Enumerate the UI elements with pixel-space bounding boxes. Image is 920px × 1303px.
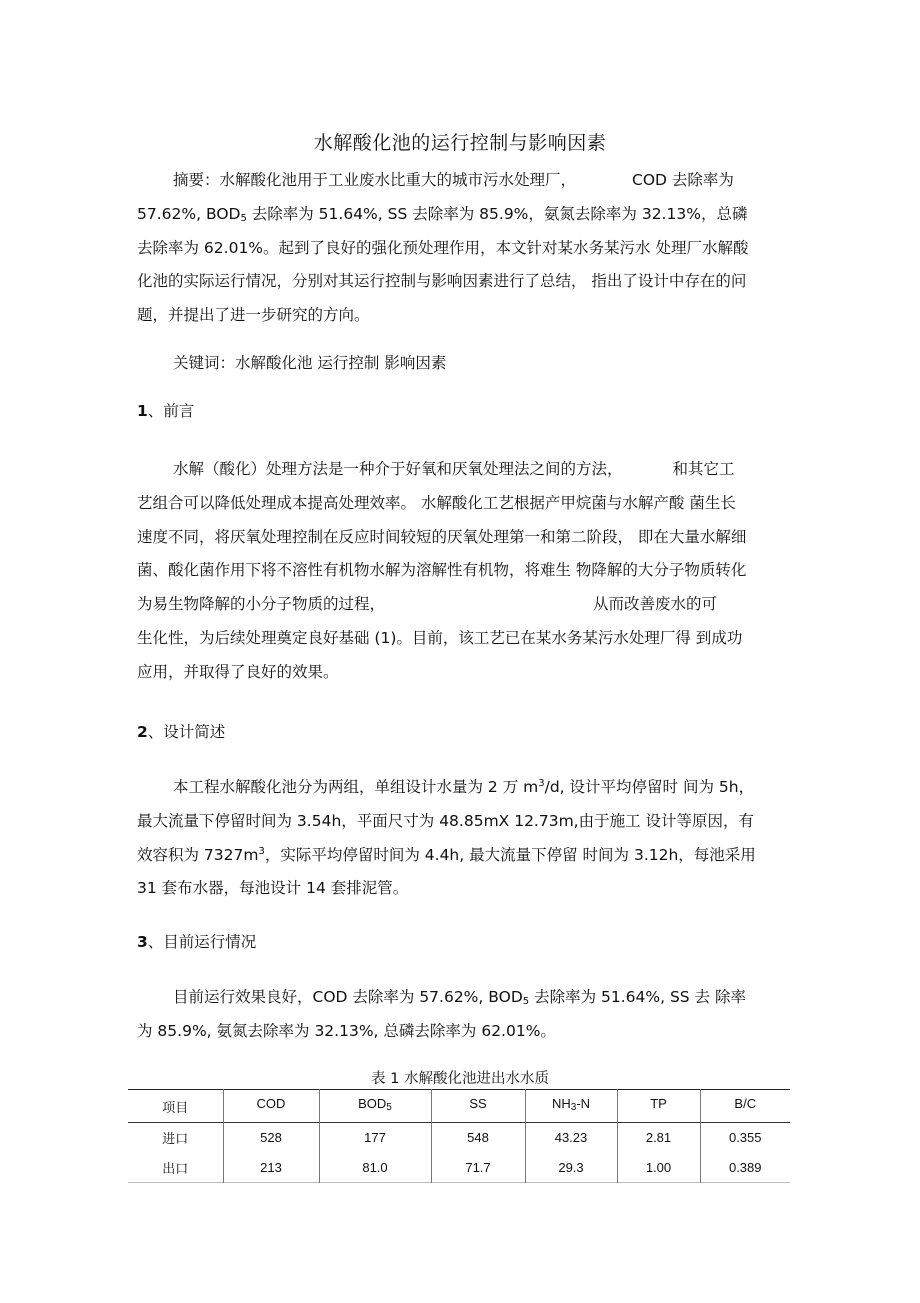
preface-line: 生化性，为后续处理奠定良好基础 (1)。目前，该工艺已在某水务某污水处理厂得 到成功 bbox=[137, 628, 743, 647]
header-text: -N bbox=[576, 1096, 591, 1111]
header-ss: SS bbox=[431, 1090, 525, 1123]
keywords-paragraph bbox=[137, 347, 787, 381]
water-quality-table bbox=[128, 1089, 790, 1183]
operation-text: 目前运行效果良好，COD 去除率为 57.62%, BOD bbox=[173, 988, 523, 1006]
abstract-line: 化池的实际运行情况，分别对其运行控制与影响因素进行了总结， 指出了设计中存在的问 bbox=[137, 272, 747, 291]
header-text: BOD bbox=[358, 1096, 387, 1111]
table-cell: 81.0 bbox=[319, 1153, 431, 1183]
document-title: 水解酸化池的运行控制与影响因素 bbox=[313, 132, 607, 154]
abstract-text: 摘要：水解酸化池用于工业废水比重大的城市污水处理厂， bbox=[173, 171, 577, 189]
design-line: 最大流量下停留时间为 3.54h，平面尺寸为 48.85mX 12.73m,由于施工 设计等原因，有 bbox=[137, 811, 755, 830]
keywords-text: 关键词：水解酸化池 运行控制 影响因素 bbox=[173, 354, 447, 372]
table-cell: 29.3 bbox=[525, 1153, 617, 1183]
table-cell: 进口 bbox=[162, 1131, 189, 1147]
section-number: 3 bbox=[137, 933, 148, 951]
table-row bbox=[128, 1123, 790, 1153]
table-cell: 0.389 bbox=[700, 1153, 790, 1183]
abstract-line: 题，并提出了进一步研究的方向。 bbox=[137, 306, 370, 325]
table-cell: 43.23 bbox=[525, 1123, 617, 1153]
table-caption: 表 1 水解酸化池进出水水质 bbox=[371, 1071, 549, 1087]
design-paragraph bbox=[137, 771, 787, 906]
preface-line: 速度不同，将厌氧处理控制在反应时间较短的厌氧处理第一和第二阶段， 即在大量水解细 bbox=[137, 527, 747, 546]
table-cell: 2.81 bbox=[617, 1123, 700, 1153]
subscript: 5 bbox=[240, 212, 247, 224]
table-cell: 0.355 bbox=[700, 1123, 790, 1153]
abstract-text: 去除率为 51.64%, SS 去除率为 85.9%，氨氮去除率为 32.13%，总磷 bbox=[246, 204, 748, 223]
header-bod5 bbox=[319, 1090, 431, 1123]
table-cell: 1.00 bbox=[617, 1153, 700, 1183]
operation-line: 为 85.9%, 氨氮去除率为 32.13%, 总磷去除率为 62.01%。 bbox=[137, 1021, 556, 1040]
abstract-line: 去除率为 62.01%。起到了良好的强化预处理作用，本文针对某水务某污水 处理厂水解酸 bbox=[137, 238, 749, 257]
preface-line: 艺组合可以降低处理成本提高处理效率。 水解酸化工艺根据产甲烷菌与水解产酸 菌生长 bbox=[137, 493, 736, 512]
preface-line bbox=[137, 453, 787, 487]
subscript: 5 bbox=[522, 996, 530, 1007]
header-nh3n bbox=[525, 1090, 617, 1123]
header-text: NH bbox=[551, 1096, 571, 1111]
superscript: 3 bbox=[258, 845, 265, 857]
table-cell: 213 bbox=[223, 1153, 319, 1183]
preface-text: 和其它工 bbox=[672, 460, 735, 478]
table-cell: 出口 bbox=[162, 1160, 189, 1176]
section-heading-design bbox=[137, 720, 225, 742]
design-text: 本工程水解酸化池分为两组，单组设计水量为 2 万 m bbox=[173, 778, 539, 796]
table-cell: 548 bbox=[431, 1123, 525, 1153]
section-heading-preface bbox=[137, 399, 194, 421]
section-number: 2 bbox=[137, 723, 148, 741]
header-bc: B/C bbox=[700, 1090, 790, 1123]
abstract-paragraph bbox=[137, 164, 787, 333]
design-line bbox=[137, 839, 787, 873]
preface-paragraph bbox=[137, 453, 787, 690]
table-header-row bbox=[128, 1090, 790, 1123]
subscript: 5 bbox=[386, 1102, 392, 1113]
table-cell: 71.7 bbox=[431, 1153, 525, 1183]
abstract-line bbox=[137, 198, 787, 232]
superscript: 3 bbox=[538, 778, 545, 789]
preface-line: 应用，并取得了良好的效果。 bbox=[137, 662, 339, 681]
abstract-line bbox=[137, 164, 787, 198]
design-text: ，实际平均停留时间为 4.4h, 最大流量下停留 时间为 3.12h，每池采用 bbox=[264, 845, 756, 864]
header-tp: TP bbox=[617, 1090, 700, 1123]
preface-text: 从而改善废水的可 bbox=[593, 595, 718, 614]
section-heading-operation bbox=[137, 930, 256, 952]
operation-text: 去除率为 51.64%, SS 去 除率 bbox=[529, 988, 746, 1006]
operation-line bbox=[137, 981, 787, 1015]
abstract-text: COD 去除率为 bbox=[632, 171, 734, 189]
table-row bbox=[128, 1153, 790, 1183]
header-item: 项目 bbox=[162, 1099, 189, 1115]
section-title: 、前言 bbox=[147, 402, 195, 420]
design-line bbox=[137, 771, 787, 805]
section-number: 1 bbox=[137, 402, 148, 420]
subscript: 3 bbox=[570, 1102, 577, 1113]
preface-line: 菌、酸化菌作用下将不溶性有机物水解为溶解性有机物，将难生 物降解的大分子物质转化 bbox=[137, 561, 747, 580]
design-text: /d, 设计平均停留时 间为 5h， bbox=[544, 778, 755, 796]
section-title: 、设计简述 bbox=[147, 723, 226, 741]
abstract-text: 57.62%, BOD bbox=[137, 204, 241, 223]
operation-paragraph bbox=[137, 981, 787, 1049]
design-line: 31 套布水器，每池设计 14 套排泥管。 bbox=[137, 879, 409, 898]
table-cell: 528 bbox=[223, 1123, 319, 1153]
table-cell: 177 bbox=[319, 1123, 431, 1153]
preface-line bbox=[137, 588, 787, 622]
preface-text: 水解（酸化）处理方法是一种介于好氧和厌氧处理法之间的方法， bbox=[173, 460, 623, 478]
design-text: 效容积为 7327m bbox=[137, 845, 259, 864]
header-cod: COD bbox=[223, 1090, 319, 1123]
preface-text: 为易生物降解的小分子物质的过程， bbox=[137, 595, 386, 614]
section-title: 、目前运行情况 bbox=[147, 933, 257, 951]
